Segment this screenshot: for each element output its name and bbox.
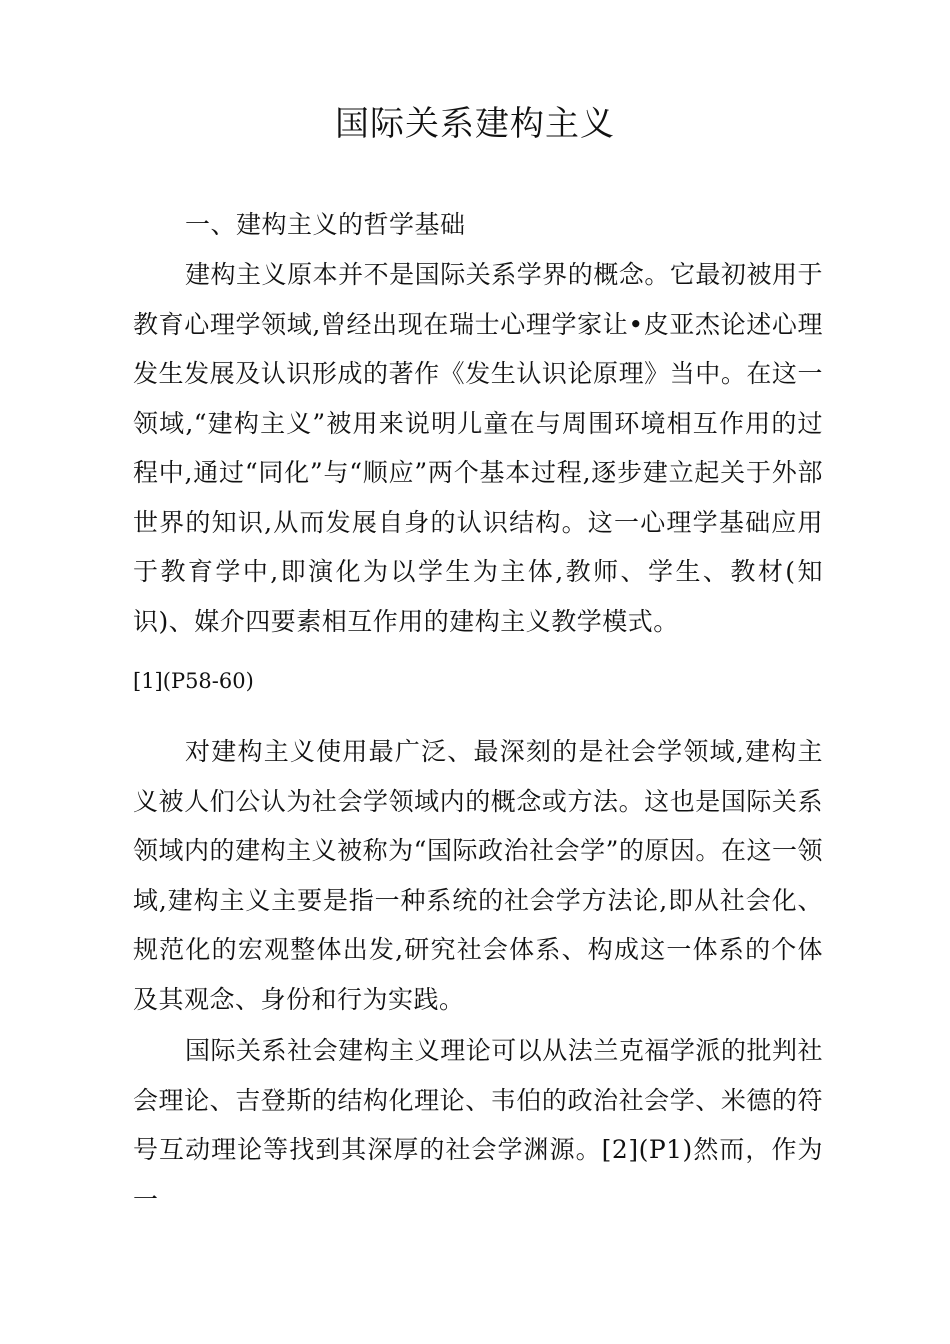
- paragraph-1: 建构主义原本并不是国际关系学界的概念。它最初被用于教育心理学领域,曾经出现在瑞士心理学家让•皮亚杰论述心理发生发展及认识形成的著作《发生认识论原理》当中。在这一领域,“建构主义”被用来说明儿童在与周围环境相互作用的过程中,通过“同化”与“顺应”两个基本过程,逐步建立起关于外部世界的知识,从而发展自身的认识结构。这一心理学基础应用于教育学中,即演化为以学生为主体,教师、学生、教材(知识)、媒介四要素相互作用的建构主义教学模式。: [133, 260, 823, 636]
- document-title: 国际关系建构主义: [335, 104, 615, 144]
- citation-reference: [1](P58-60): [133, 669, 254, 693]
- section-heading: 一、建构主义的哲学基础: [185, 210, 466, 239]
- paragraph-3: 国际关系社会建构主义理论可以从法兰克福学派的批判社会理论、吉登斯的结构化理论、韦伯的政治社会学、米德的符号互动理论等找到其深厚的社会学渊源。[2](P1)然而，作为一: [133, 1036, 823, 1214]
- paragraph-2: 对建构主义使用最广泛、最深刻的是社会学领域,建构主义被人们公认为社会学领域内的概念或方法。这也是国际关系领域内的建构主义被称为“国际政治社会学”的原因。在这一领域,建构主义主要是指一种系统的社会学方法论,即从社会化、规范化的宏观整体出发,研究社会体系、构成这一体系的个体及其观念、身份和行为实践。: [133, 737, 823, 1014]
